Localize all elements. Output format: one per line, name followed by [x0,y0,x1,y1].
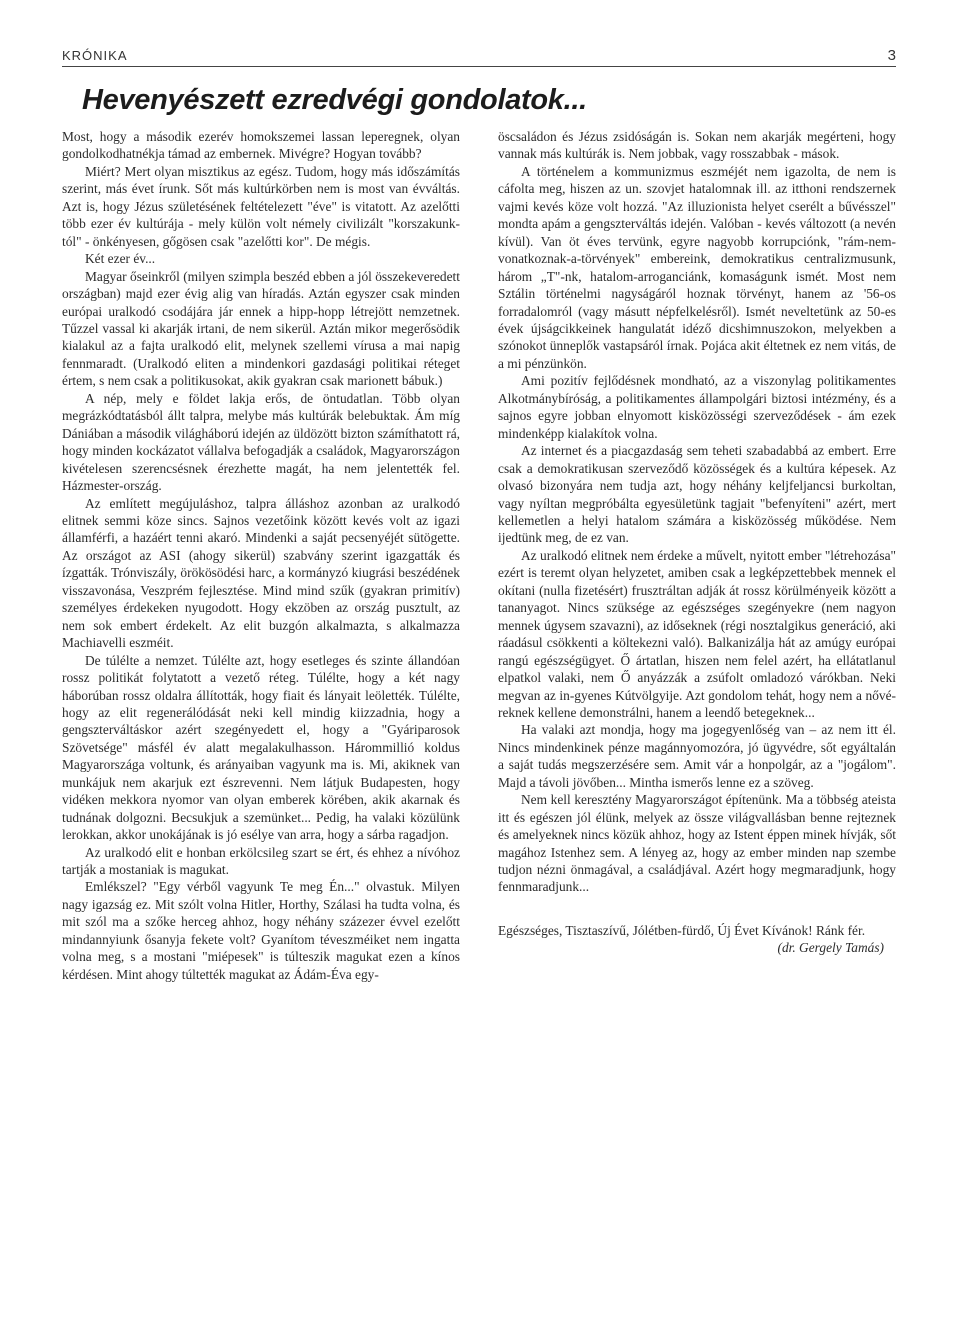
paragraph: Most, hogy a második ezerév homokszemei lassan leperegnek, olyan gondolkodhatnékja támad az embernek. Mivégre? Hogyan tovább? [62,129,460,162]
closing-text: Egészséges, Tisztaszívű, Jólétben-fürdő, Új Évet Kívánok! Ránk fér. [498,922,866,938]
page-number: 3 [887,47,896,64]
paragraph: Az uralkodó elitnek nem érdeke a művelt, nyitott ember "létrehozása" ezért is teremt olyan helyzetet, amiben csak a legképzettebbek mennek el okítani (nulla fizetésért) frusztráltan adják át rossz körülményeik között a tananyagot. Nincs szüksége az egészséges szegényekre (nem nagyon mennek úgysem szavazni), az időseknek (régi nosztalgikus generáció, aki ráadásul csökkenti a költekezni való). Balkanizálja hát az amúgy európai rangú egészségügyet. Ő ártatlan, hiszen nem felel azért, ha ellátatlanul elpatkol valaki, nem Ő anyázzák a zsúfolt omladozó várókban. Neki megvan az in-gyenes Kútvölgyije. Azt gondolom tehát, hogy nem a nővé-reknek kellene demonstrálni, hanem a leendő betegeknek... [498,547,896,720]
paragraph: De túlélte a nemzet. Túlélte azt, hogy esetleges és szinte állandóan rossz politikát folytatott a vezető réteg. Túlélte, hogy a két nagy háborúban rossz oldalra állították, hogy fiait és lányait leölették. Túlélte, hogy az elit regenerálódását neki kell mindig kiizzadnia, hogy a gengszterváltáskor azért szegényedett el, hogy a "Gyáriparosok Szövetsége" másfél év alatt megalakulhasson. Hárommillió koldus Magyarországa voltunk, és arányaiban vagyunk ma is. Mi, akiknek van munkájuk nem akarjuk ezt észrevenni. Nem látjuk Budapesten, hogy vidéken mekkora nyomor van olyan emberek körében, akik akarnak és tudnának dolgozni. Becsukjuk a szemünket... Pedig, ha valaki közülünk lerokkan, akkor unokájának is jó esélye van arra, hogy a sárba ragadjon. [62,652,460,843]
paragraph: Nem kell keresztény Magyarországot építenünk. Ma a többség ateista itt és egészen jól élünk, melyek az össze világvallásban benne rejteznek és amelyeknek nincs közük ahhoz, hogy az Istent éppen minek hívják, sőt magához Istenhez sem. A lényeg az, hogy az ember minden nap szembe tudjon nézni önmagával, a családjával. Azért hogy megmaradjunk, hogy fennmaradjunk... [498,792,896,895]
paragraph: Magyar őseinkről (milyen szimpla beszéd ebben a jól összekeveredett országban) majd ezer évig alig van híradás. Aztán egyszer csak minden európai uralkodó csodájára jár ennek a hipp-hopp létrejött nemzetnek. Tűzzel vassal ki akarják irtani, de nem sikerül. Aztán mikor megerősödik kialakul az a fajta uralkodó elit, melynek szellemi vírusa a mai napig fennmaradt. (Uralkodó eliten a mindenkori gazdasági politikai réteget értem, s nem csak a politikusokat, akik gyakran csak marionett bábuk.) [62,268,460,389]
paragraph: Ami pozitív fejlődésnek mondható, az a viszonylag politikamentes Alkotmánybíróság, a politikamentes állampolgári biztosi intézmény, és a sajnos egyre jobban elnyomott kisközösségi szerveződések - ám ezek mindenképp kialakítok volna. [498,373,896,441]
paragraph: Az említett megújuláshoz, talpra álláshoz azonban az uralkodó elitnek semmi köze sincs. Sajnos vezetőink között kevés volt az igazi államférfi, a hazáért tenni akaró. Mindenki a saját pecsenyéjét sütögette. Az országot az ASI (ahogy sikerül) szabvány szerint igazgatták és ízgatták. Trónviszály, örökösödési harc, a kormányzó kiugrási beszédének visszavonása, Veszprém fejlesztése. Mind mind szűk (gyakran primitív) személyes érdekeken nyugodott. Hogy ekzöben az ország pusztult, az nem sok embert érdekelt. Az elit buzgón alkalmazta, s alkalmazza Machiavelli eszméit. [62,495,460,651]
page-header [62,46,896,67]
paragraph: Miért? Mert olyan misztikus az egész. Tudom, hogy más időszámítás szerint, más évet írunk. Sőt más kultúrkörben nem is most van évváltás. Azt is, hogy Jézus születésének feltételezett "éve" is vitatott. Az azelőtti több ezer év kultúrája - mely külön volt némely civilizált "korszakunk-tól" - önkényesen, gőgösen csak "azelőtti kor". De mégis. [62,163,460,249]
author-line [498,939,896,956]
paragraph: A nép, mely e földet lakja erős, de öntudatlan. Több olyan megrázkódtatásból állt talpra, melybe más kultúrák belebuktak. Ám míg Dániában a második világháború idején az üldözött bizton számíthatott rá, hogy minden kockázatot vállalva befogadják a családok, Magyarországon kivételesen szerencsésnek érezhette magát, ha nem jelentették fel. Házmester-ország. [62,390,460,494]
author-name: (dr. Gergely Tamás) [777,940,884,956]
paragraph: Az uralkodó elit e honban erkölcsileg szart se ért, és ehhez a nívóhoz tartják a mostaniak is magukat. [62,844,460,878]
closing-greeting [498,922,896,939]
paragraph: Emlékszel? "Egy vérből vagyunk Te meg Én..." olvastuk. Milyen nagy igazság ez. Mit szólt volna Hitler, Horthy, Szálasi ha tudta volna, és mit szól ma a szőke herceg ahhoz, hogy néhány százezer évvel ezelőtt mindannyiunk ősanyja fekete volt? Gyanítom téveszméiket nem ingatta volna meg, s a mostani "miépesek" is túlteszik magukat ezen a kínos kérdésen. Mint ahogy túltették magukat az Ádám-Éva egy- [62,879,460,982]
article-column-right [498,128,896,957]
paragraph: Az internet és a piacgazdaság sem teheti szabadabbá az embert. Erre csak a demokratikusan szerveződő közösségek és a kultúra képesek. Az olvasó bizonyára nem tudja azt, hogy néhány keljfeljancsi burkoltan, vagy nyíltan megpróbálta egyesületünk tagjait "befenyíteni" azért, mert kellemetlen a helyi hatalom számára a kisközösség működése. Nem ijedtünk meg, de ez van. [498,443,896,546]
paragraph: Ha valaki azt mondja, hogy ma jogegyenlőség van – az nem itt él. Nincs mindenkinek pénze magánnyomozóra, jó ügyvédre, sőt egyáltalán a saját tudás megszerzésére sem. Amit vár a honpolgár, az a "jogálom". Majd a távoli jövőben... Mintha ismerős lenne ez a szöveg. [498,722,896,790]
paragraph: Két ezer év... [85,251,156,267]
paragraph: A történelem a kommunizmus eszméjét nem igazolta, de nem is cáfolta meg, hiszen az un. szovjet hatalomnak ill. az itthoni rendszernek vajmi kevés köze volt hozzá. "Az illuzionista helyet cserélt a bűvésszel" mondta apám a gengszterváltás idején. Valóban - kevés változott (a nevén kívül). Van öt éves tervünk, egyre nagyobb korrupciónk, "rám-nem-vonatkoznak-a-törvények" embereink, demokratikus centralizmusunk, három „T"-nk, hatalom-arroganciánk, komaságunk ismét. Most nem Sztálin történelmi nagyságáról hoznak törvényt, hanem az '56-os forradalomról (vagy másutt népfelkelésről). Ismét neveltetünk az 50-es évek újságcikkeinek hangulatát idéző dicshimnuszokon, melyekben a szónokot ünneplők vastapsáról írnak. Pojáca akit éltetnek ez nem vitás, de a mi pénzünkön. [498,163,896,371]
paragraph: öscsaládon és Jézus zsidóságán is. Sokan nem akarják megérteni, hogy vannak más kultúrák is. Nem jobbak, vagy rosszabbak - mások. [498,129,896,162]
article-column-left [62,128,460,983]
section-name: KRÓNIKA [62,48,128,63]
article-title: Hevenyészett ezredvégi gondolatok... [82,84,587,116]
